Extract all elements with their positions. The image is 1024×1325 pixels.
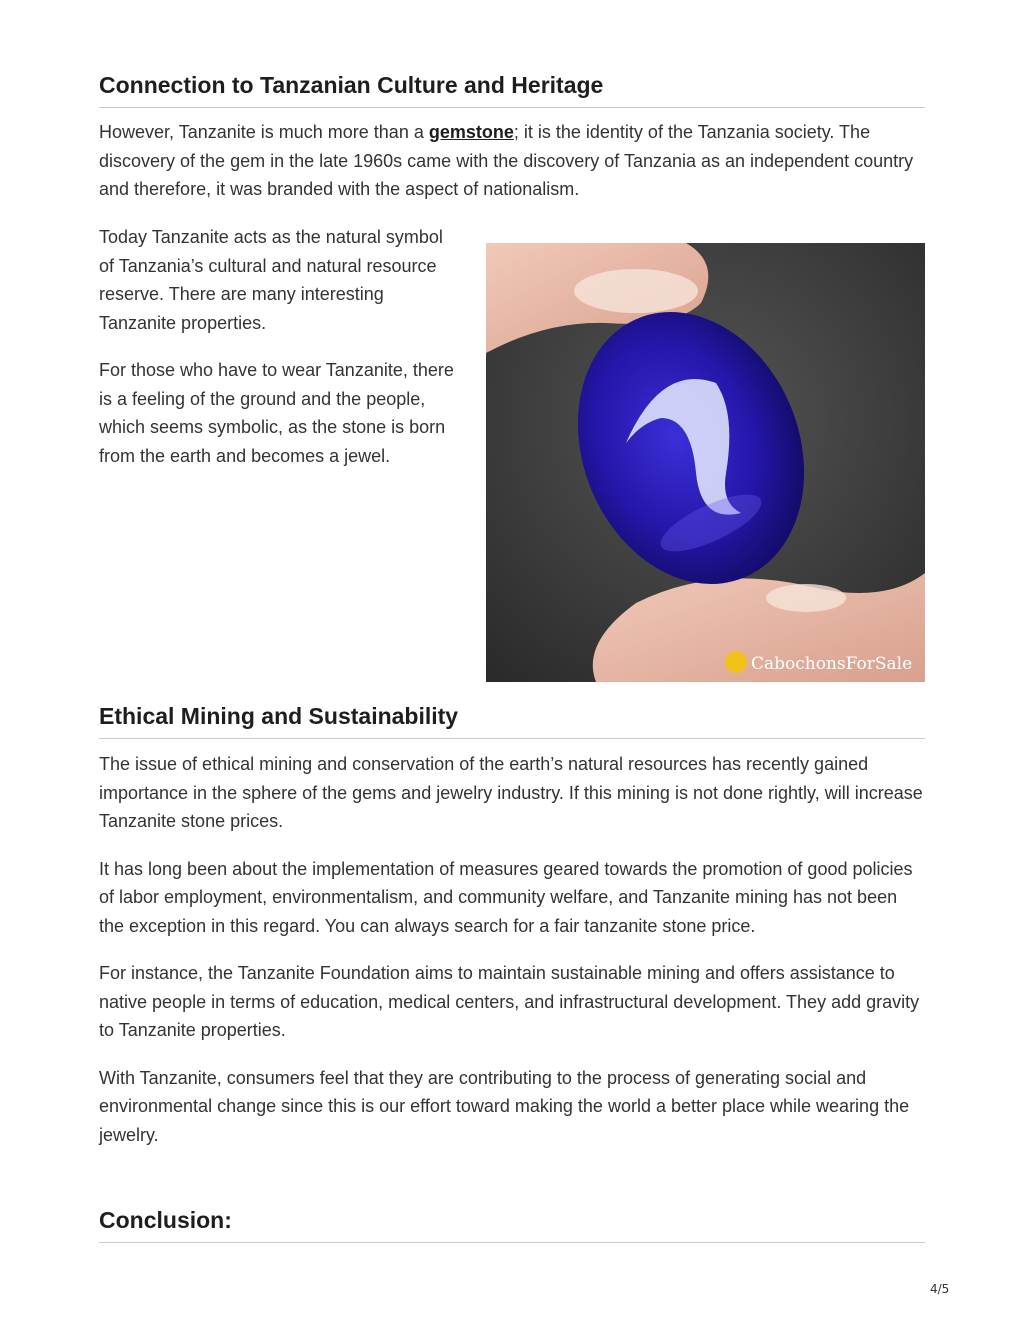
watermark-logo-icon bbox=[725, 651, 747, 673]
paragraph-symbol: Today Tanzanite acts as the natural symbol of Tanzania’s cultural and natural resource reserve. There are many interesting Tanzanite properties. bbox=[99, 227, 443, 333]
page-number: 4/5 bbox=[930, 1282, 950, 1296]
section-body-ethical-mining bbox=[99, 750, 925, 1149]
gemstone-link[interactable]: gemstone bbox=[428, 122, 514, 142]
paragraph-wear: For those who have to wear Tanzanite, there is a feeling of the ground and the people, which seems symbolic, as the stone is born from the earth and becomes a jewel. bbox=[99, 360, 454, 466]
paragraph-culture-intro bbox=[99, 118, 925, 204]
tanzanite-cabochon-image bbox=[486, 243, 925, 682]
section-heading-culture: Connection to Tanzanian Culture and Heritage bbox=[99, 71, 925, 108]
image-watermark: CabochonsForSale bbox=[751, 654, 913, 674]
paragraph-text: ; it is the identity of the Tanzania society. The discovery of the gem in the late 1960s came with the discovery of Tanzania as an independent country and therefore, it was branded with the aspect of nationalism. bbox=[99, 122, 914, 199]
section-heading-conclusion: Conclusion: bbox=[99, 1206, 925, 1243]
paragraph: The issue of ethical mining and conservation of the earth’s natural resources has recently gained importance in the sphere of the gems and jewelry industry. If this mining is not done rightly, will increase Tanzanite stone prices. bbox=[99, 754, 923, 831]
paragraph: For instance, the Tanzanite Foundation aims to maintain sustainable mining and offers assistance to native people in terms of education, medical centers, and infrastructural development. They add gravity to Tanzanite properties. bbox=[99, 963, 920, 1040]
section-heading-ethical-mining: Ethical Mining and Sustainability bbox=[99, 702, 925, 739]
paragraph: With Tanzanite, consumers feel that they are contributing to the process of generating social and environmental change since this is our effort toward making the world a better place while wearing the jewelry. bbox=[99, 1067, 910, 1145]
paragraph-text: However, Tanzanite is much more than a bbox=[99, 122, 429, 142]
paragraph: It has long been about the implementation of measures geared towards the promotion of good policies of labor employment, environmentalism, and community welfare, and Tanzanite mining has not been the exception in this regard. You can always search for a fair tanzanite stone price. bbox=[99, 858, 913, 936]
tanzanite-photo bbox=[486, 243, 925, 682]
float-text-column bbox=[99, 223, 454, 470]
